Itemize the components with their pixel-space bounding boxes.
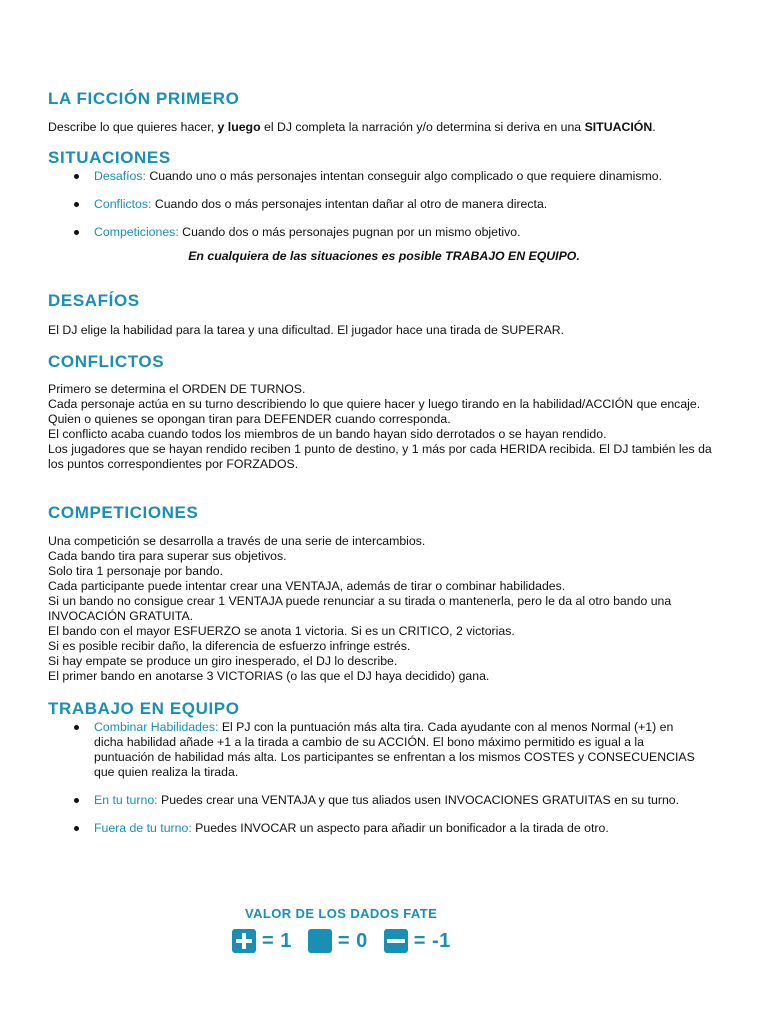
fate-minus-icon: [384, 929, 408, 953]
minus-value: = -1: [413, 929, 451, 952]
bullet-icon: [74, 798, 79, 803]
list-item: [48, 821, 704, 836]
competiciones-line: Una competición se desarrolla a través de una serie de intercambios.: [48, 534, 426, 548]
ficcion-text-b: y luego: [217, 120, 261, 134]
bullet-icon: [74, 230, 79, 235]
list-item: [48, 720, 704, 780]
bullet-icon: [74, 202, 79, 207]
section-competiciones: [48, 502, 720, 684]
situaciones-list: [48, 169, 720, 240]
ficcion-text-d: SITUACIÓN: [584, 120, 653, 134]
desafios-paragraph: El DJ elige la habilidad para la tarea y una dificultad. El jugador hace una tirada de SUPERAR.: [48, 323, 565, 337]
equipo-list: [48, 720, 720, 836]
list-item: [48, 197, 720, 212]
section-situaciones: [48, 147, 720, 264]
ficcion-heading: LA FICCIÓN PRIMERO: [48, 89, 240, 108]
competiciones-line: El bando con el mayor ESFUERZO se anota 1 victoria. Si es un CRITICO, 2 victorias.: [48, 624, 515, 638]
competiciones-line: Si un bando no consigue crear 1 VENTAJA puede renunciar a su tirada o mantenerla, pero le da al otro bando una INVOCACIÓN GRATUITA.: [48, 594, 672, 623]
conflictos-line: Quien o quienes se opongan tiran para DEFENDER cuando corresponda.: [48, 412, 451, 426]
situaciones-heading: SITUACIONES: [48, 148, 171, 167]
competiciones-line: El primer bando en anotarse 3 VICTORIAS (o las que el DJ haya decidido) gana.: [48, 669, 490, 683]
situacion-text: Cuando dos o más personajes intentan dañar al otro de manera directa.: [151, 197, 548, 211]
conflictos-heading: CONFLICTOS: [48, 352, 165, 371]
competiciones-line: Si hay empate se produce un giro inesperado, el DJ lo describe.: [48, 654, 398, 668]
ficcion-paragraph: [48, 120, 656, 135]
situacion-text: Cuando uno o más personajes intentan conseguir algo complicado o que requiere dinamismo.: [145, 169, 663, 183]
situacion-term-conflictos: Conflictos:: [94, 197, 152, 211]
ficcion-text-a: Describe lo que quieres hacer,: [48, 120, 218, 134]
section-conflictos: [48, 351, 720, 472]
equipo-text: Puedes INVOCAR un aspecto para añadir un bonificador a la tirada de otro.: [191, 821, 609, 835]
situacion-term-desafios: Desafíos:: [94, 169, 146, 183]
equipo-term-combinar: Combinar Habilidades:: [94, 720, 219, 734]
bullet-icon: [74, 826, 79, 831]
conflictos-paragraph: [48, 382, 720, 472]
situacion-text: Cuando dos o más personajes pugnan por un mismo objetivo.: [178, 225, 521, 239]
list-item: [48, 169, 720, 184]
conflictos-line: El conflicto acaba cuando todos los miembros de un bando hayan sido derrotados o se hayan rendido.: [48, 427, 607, 441]
ficcion-text-e: .: [652, 120, 656, 134]
dice-title: VALOR DE LOS DADOS FATE: [245, 906, 438, 921]
equipo-text: El PJ con la puntuación más alta tira. Cada ayudante con al menos Normal (+1) en dicha habilidad añade +1 a la tirada a cambio de su ACCIÓN. El bono máximo permitido es igual a la puntuación de habilidad más alta. Los participantes se enfrentan a los mismos COSTES y CONSECUENCIAS que quien realiza la tirada.: [94, 720, 695, 779]
desafios-heading: DESAFÍOS: [48, 291, 140, 310]
competiciones-paragraph: [48, 534, 720, 684]
section-desafios: [48, 290, 720, 338]
situaciones-note: En cualquiera de las situaciones es posible TRABAJO EN EQUIPO.: [188, 249, 580, 263]
competiciones-line: Solo tira 1 personaje por bando.: [48, 564, 224, 578]
competiciones-line: Cada bando tira para superar sus objetivos.: [48, 549, 287, 563]
equipo-heading: TRABAJO EN EQUIPO: [48, 699, 240, 718]
bullet-icon: [74, 725, 79, 730]
conflictos-line: Los jugadores que se hayan rendido reciben 1 punto de destino, y 1 más por cada HERIDA recibida. El DJ también les da los puntos correspondientes por FORZADOS.: [48, 442, 712, 471]
list-item: [48, 225, 720, 240]
equipo-text: Puedes crear una VENTAJA y que tus aliados usen INVOCACIONES GRATUITAS en su turno.: [157, 793, 680, 807]
section-trabajo-en-equipo: [48, 698, 720, 849]
competiciones-line: Cada participante puede intentar crear una VENTAJA, además de tirar o combinar habilidades.: [48, 579, 566, 593]
fate-dice-legend: [232, 906, 472, 954]
plus-value: = 1: [262, 929, 292, 952]
situacion-term-competiciones: Competiciones:: [94, 225, 179, 239]
bullet-icon: [74, 174, 79, 179]
competiciones-heading: COMPETICIONES: [48, 503, 199, 522]
dice-row: [232, 928, 472, 954]
conflictos-line: Cada personaje actúa en su turno describiendo lo que quiere hacer y luego tirando en la habilidad/ACCIÓN que encaje.: [48, 397, 701, 411]
ficcion-text-c: el DJ completa la narración y/o determina si deriva en una: [260, 120, 585, 134]
conflictos-line: Primero se determina el ORDEN DE TURNOS.: [48, 382, 306, 396]
fate-blank-icon: [308, 929, 332, 953]
blank-value: = 0: [337, 929, 368, 952]
equipo-term-en-turno: En tu turno:: [94, 793, 158, 807]
list-item: [48, 793, 704, 808]
competiciones-line: Si es posible recibir daño, la diferencia de esfuerzo infringe estrés.: [48, 639, 411, 653]
section-ficcion: [48, 88, 656, 135]
equipo-term-fuera-turno: Fuera de tu turno:: [94, 821, 192, 835]
fate-plus-icon: [232, 929, 256, 953]
